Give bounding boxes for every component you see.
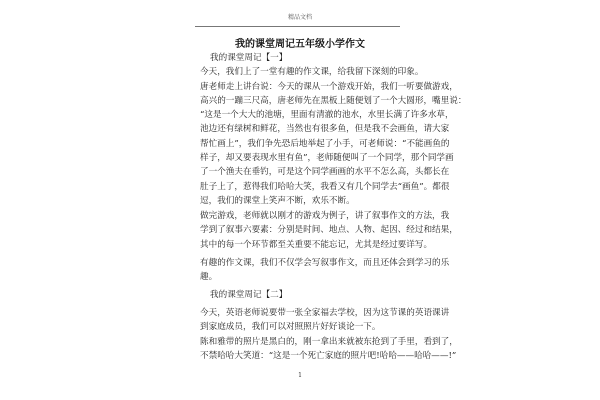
body-line: 学到了叙事六要素：分别是时间、地点、人物、起因、经过和结果， — [200, 225, 458, 235]
body-line: 做完游戏，老师就以刚才的游戏为例子，讲了叙事作文的方法，我 — [200, 211, 450, 221]
body-line: 其中的每一个环节都至关重要不能忘记，尤其是经过要详写。 — [200, 240, 433, 250]
body-line: 了一个渔夫在垂钓，可是这个同学画画的水平不怎么高，头都长在 — [200, 167, 450, 177]
body-line: 样子，却又要表现水里有鱼”，老师随便叫了一个同学，那个同学画 — [200, 153, 454, 163]
body-line: 帮忙画上”，我们争先恐后地举起了小手，可老师说：“不能画鱼的 — [200, 139, 450, 149]
body-line: 今天，英语老师说要带一张全家福去学校，因为这节课的英语课讲 — [200, 308, 450, 318]
body-line: 肚子上了，惹得我们哈哈大笑，我看又有几个同学去“画鱼”。都很 — [200, 182, 450, 192]
section-heading: 我的课堂周记【二】 — [210, 290, 288, 300]
body-line: 趣。 — [200, 272, 218, 282]
body-line: 高兴的一蹦三尺高，唐老师先在黑板上随便划了一个大圆形，嘴里说： — [200, 96, 467, 106]
body-line: 不禁哈哈大笑道：“这是一个死亡家庭的照片吧!哈哈——哈哈——!” — [200, 351, 457, 361]
header-divider — [195, 26, 400, 27]
body-line: 唐老师走上讲台说：今天的课从一个游戏开始，我们一听要做游戏， — [200, 82, 458, 92]
body-line: 到家庭成员，我们可以对照照片好好谈论一下。 — [200, 322, 381, 332]
header-text: 精品文档 — [287, 14, 312, 21]
body-line: “这是一个大大的池塘，里面有清澈的池水，水里长满了许多水草， — [200, 110, 454, 120]
body-line: 池边还有绿树和鲜花，当然也有很多鱼，但是我不会画鱼，请大家 — [200, 124, 450, 134]
body-line: 陈和雅带的照片是黑白的，刚一拿出来就被东抢到了手里，看到了， — [200, 337, 458, 347]
document-title: 我的课堂周记五年级小学作文 — [235, 39, 365, 50]
body-line: 有趣的作文课，我们不仅学会写叙事作文，而且还体会到学习的乐 — [200, 258, 450, 268]
body-line: 逗，我们的课堂上笑声不断，欢乐不断。 — [200, 196, 355, 206]
page-number: 1 — [298, 372, 302, 379]
section-heading: 我的课堂周记【一】 — [210, 53, 288, 63]
body-line: 今天，我们上了一堂有趣的作文课，给我留下深刻的印象。 — [200, 67, 424, 77]
